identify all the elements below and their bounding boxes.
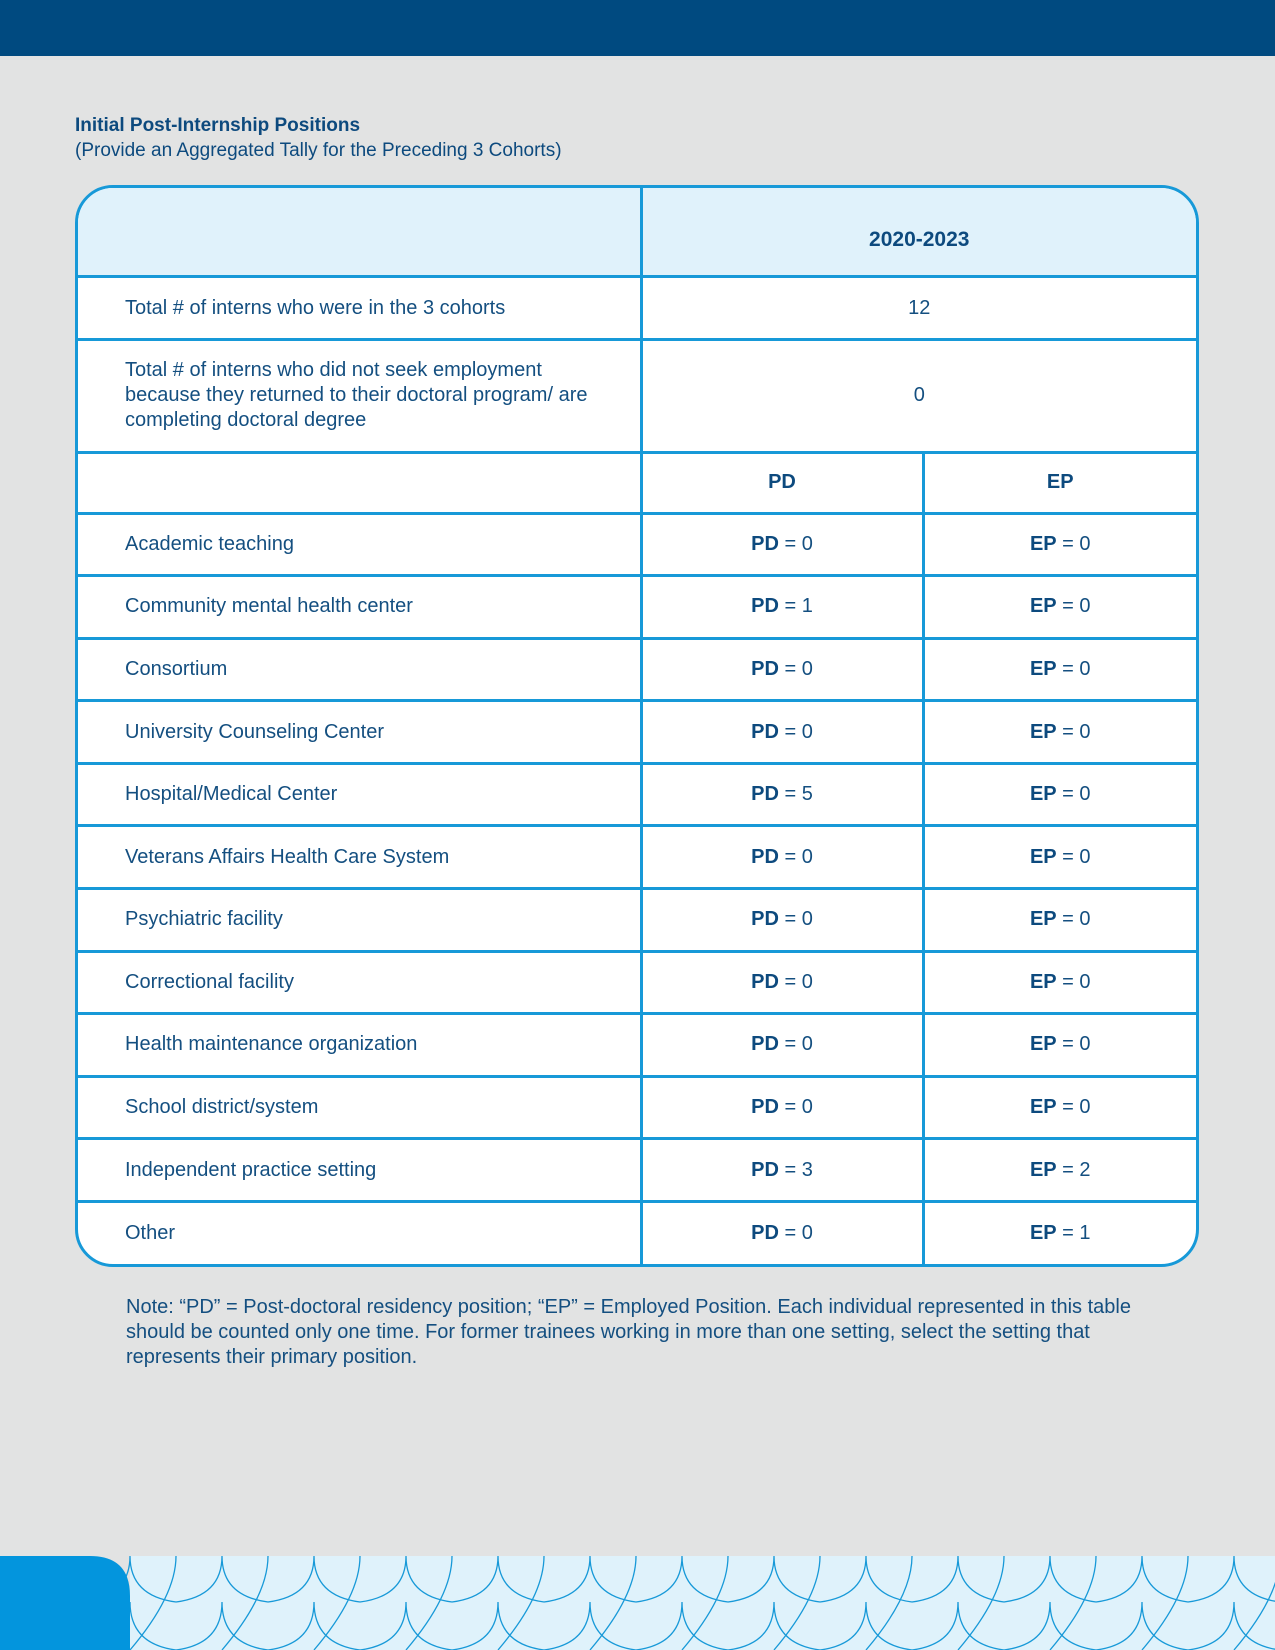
setting-label: Correctional facility <box>78 951 641 1014</box>
ep-count: 0 <box>1079 970 1091 993</box>
ep-count: 0 <box>1079 720 1091 743</box>
ep-count: 0 <box>1079 1095 1091 1118</box>
period-header: 2020-2023 <box>641 188 1196 277</box>
pd-prefix: PD <box>751 720 779 743</box>
pd-count: 0 <box>801 720 813 743</box>
ep-count: 2 <box>1079 1158 1091 1181</box>
pd-prefix: PD <box>751 783 779 806</box>
ep-value-cell: EP = 0 <box>923 1076 1196 1139</box>
pd-count: 3 <box>801 1158 813 1181</box>
table-header-row <box>78 188 1196 277</box>
ep-prefix: EP <box>1029 1095 1057 1118</box>
ep-column-header: EP <box>923 452 1196 513</box>
positions-table <box>75 185 1199 1267</box>
not-seeking-value: 0 <box>641 339 1196 452</box>
sub-head-empty-cell <box>78 452 641 513</box>
setting-label: Independent practice setting <box>78 1139 641 1202</box>
total-interns-row <box>78 277 1196 340</box>
setting-label: Consortium <box>78 638 641 701</box>
pd-column-header: PD <box>641 452 923 513</box>
pd-prefix: PD <box>751 908 779 931</box>
pd-count: 0 <box>801 908 813 931</box>
setting-label: School district/system <box>78 1076 641 1139</box>
pd-value-cell: PD = 3 <box>641 1139 923 1202</box>
pd-value-cell: PD = 0 <box>641 701 923 764</box>
pd-prefix: PD <box>751 1158 779 1181</box>
pd-value-cell: PD = 5 <box>641 763 923 826</box>
pd-prefix: PD <box>751 1095 779 1118</box>
ep-value-cell: EP = 0 <box>923 638 1196 701</box>
table-row <box>78 638 1196 701</box>
pd-value-cell: PD = 0 <box>641 1201 923 1264</box>
pd-value-cell: PD = 0 <box>641 513 923 576</box>
ep-prefix: EP <box>1029 1158 1057 1181</box>
pd-count: 0 <box>801 970 813 993</box>
ep-prefix: EP <box>1029 720 1057 743</box>
table-row <box>78 951 1196 1014</box>
section-title: Initial Post-Internship Positions <box>75 115 361 136</box>
ep-prefix: EP <box>1029 970 1057 993</box>
setting-label: Community mental health center <box>78 576 641 639</box>
corner-block <box>0 1556 130 1650</box>
ep-prefix: EP <box>1029 657 1057 680</box>
table-row <box>78 888 1196 951</box>
ep-prefix: EP <box>1029 1221 1057 1244</box>
header-empty-cell <box>78 188 641 277</box>
ep-value-cell: EP = 1 <box>923 1201 1196 1264</box>
ep-value-cell: EP = 0 <box>923 763 1196 826</box>
ep-count: 0 <box>1079 908 1091 931</box>
pd-prefix: PD <box>751 1221 779 1244</box>
pd-count: 0 <box>801 1095 813 1118</box>
setting-label: Hospital/Medical Center <box>78 763 641 826</box>
ep-prefix: EP <box>1029 783 1057 806</box>
footnote: Note: “PD” = Post-doctoral residency position; “EP” = Employed Position. Each individual represented in this table should be counted only one time. For former trainees working in more than one setting, select the setting that represents their primary position. <box>126 1296 1131 1368</box>
ep-value-cell: EP = 0 <box>923 701 1196 764</box>
table-row <box>78 513 1196 576</box>
setting-label: Academic teaching <box>78 513 641 576</box>
table-row <box>78 701 1196 764</box>
ep-count: 0 <box>1079 783 1091 806</box>
pd-value-cell: PD = 0 <box>641 951 923 1014</box>
not-seeking-label: Total # of interns who did not seek employment because they returned to their doctoral program/ are completing doctoral degree <box>78 339 641 452</box>
ep-prefix: EP <box>1029 845 1057 868</box>
pd-count: 0 <box>801 1033 813 1056</box>
bottom-decoration <box>0 1556 1275 1650</box>
pd-value-cell: PD = 0 <box>641 638 923 701</box>
pd-count: 0 <box>801 1221 813 1244</box>
ep-value-cell: EP = 2 <box>923 1139 1196 1202</box>
ep-value-cell: EP = 0 <box>923 888 1196 951</box>
table-row <box>78 1076 1196 1139</box>
pd-prefix: PD <box>751 595 779 618</box>
pd-prefix: PD <box>751 657 779 680</box>
ep-value-cell: EP = 0 <box>923 1014 1196 1077</box>
pd-value-cell: PD = 1 <box>641 576 923 639</box>
column-header-row <box>78 452 1196 513</box>
not-seeking-row <box>78 339 1196 452</box>
ep-prefix: EP <box>1029 1033 1057 1056</box>
ep-value-cell: EP = 0 <box>923 951 1196 1014</box>
pd-count: 0 <box>801 532 813 555</box>
pd-count: 0 <box>801 845 813 868</box>
table-row <box>78 826 1196 889</box>
ep-count: 0 <box>1079 532 1091 555</box>
pd-prefix: PD <box>751 970 779 993</box>
pd-count: 5 <box>801 783 813 806</box>
setting-label: University Counseling Center <box>78 701 641 764</box>
ep-count: 0 <box>1079 657 1091 680</box>
pd-value-cell: PD = 0 <box>641 826 923 889</box>
table-row <box>78 1139 1196 1202</box>
section-heading <box>75 113 562 163</box>
ep-value-cell: EP = 0 <box>923 513 1196 576</box>
top-band <box>0 0 1275 56</box>
table-row <box>78 763 1196 826</box>
ep-prefix: EP <box>1029 595 1057 618</box>
ep-count: 0 <box>1079 595 1091 618</box>
ep-prefix: EP <box>1029 532 1057 555</box>
pd-value-cell: PD = 0 <box>641 888 923 951</box>
total-interns-value: 12 <box>641 277 1196 340</box>
pd-prefix: PD <box>751 1033 779 1056</box>
setting-label: Other <box>78 1201 641 1264</box>
ep-value-cell: EP = 0 <box>923 576 1196 639</box>
setting-label: Health maintenance organization <box>78 1014 641 1077</box>
pd-count: 0 <box>801 657 813 680</box>
section-subtitle: (Provide an Aggregated Tally for the Preceding 3 Cohorts) <box>75 140 562 161</box>
table-row <box>78 1201 1196 1264</box>
pd-prefix: PD <box>751 845 779 868</box>
table-row <box>78 1014 1196 1077</box>
ep-count: 0 <box>1079 1033 1091 1056</box>
ep-prefix: EP <box>1029 908 1057 931</box>
setting-label: Psychiatric facility <box>78 888 641 951</box>
total-interns-label: Total # of interns who were in the 3 cohorts <box>78 277 641 340</box>
pd-value-cell: PD = 0 <box>641 1014 923 1077</box>
ep-value-cell: EP = 0 <box>923 826 1196 889</box>
pd-prefix: PD <box>751 532 779 555</box>
pd-count: 1 <box>801 595 813 618</box>
setting-label: Veterans Affairs Health Care System <box>78 826 641 889</box>
ep-count: 0 <box>1079 845 1091 868</box>
ep-count: 1 <box>1079 1221 1091 1244</box>
pd-value-cell: PD = 0 <box>641 1076 923 1139</box>
table-row <box>78 576 1196 639</box>
